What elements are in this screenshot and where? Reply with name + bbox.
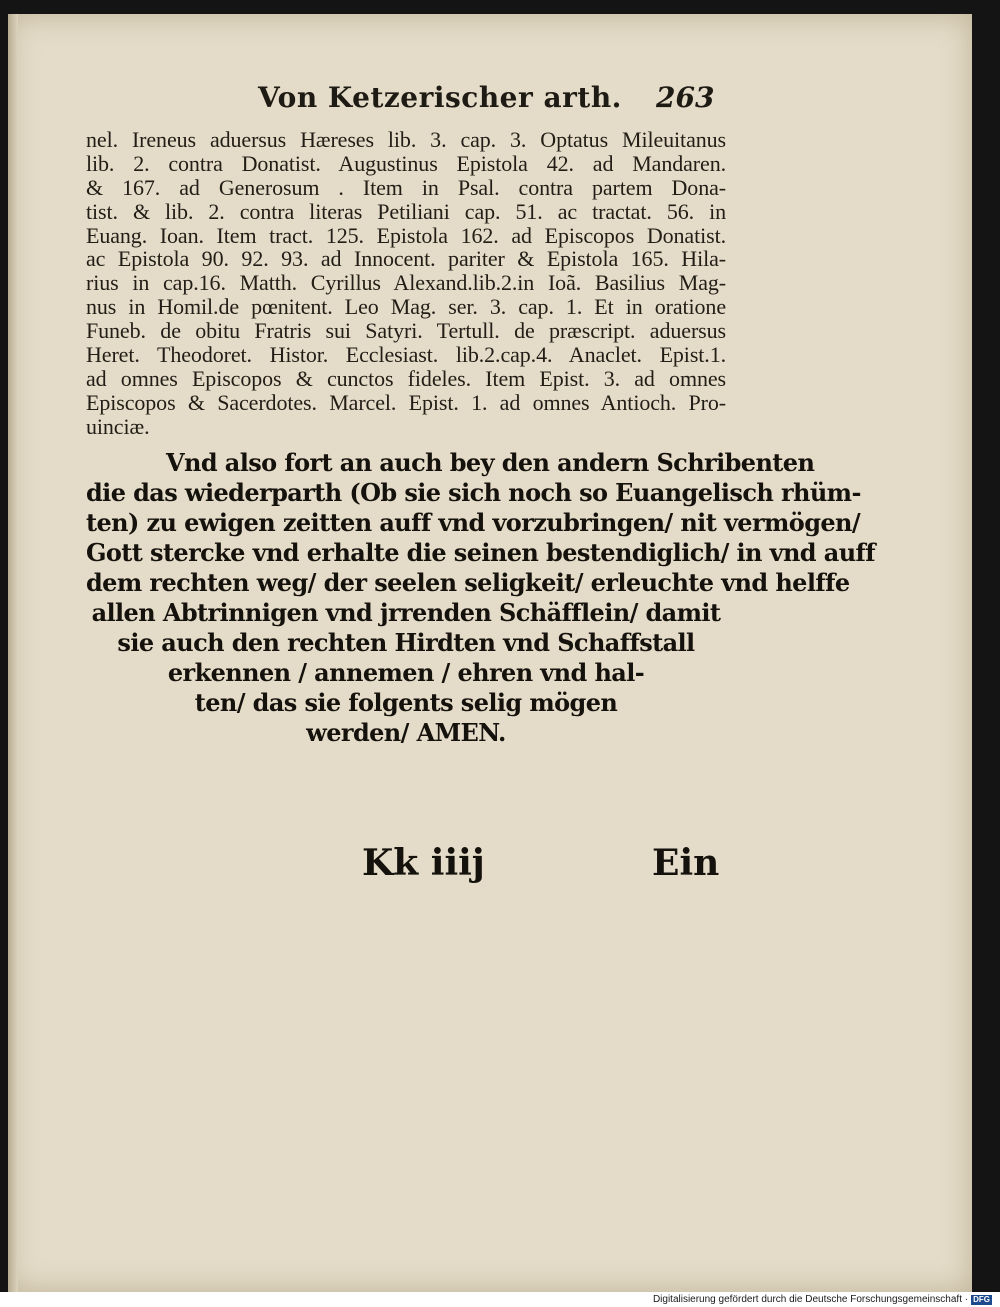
latin-line: ad omnes Episcopos & cunctos fideles. Item Epist. 3. ad omnes [86, 365, 726, 391]
german-line: ten) zu ewigen zeitten auff vnd vorzubringen/ nit vermögen/ [86, 508, 861, 537]
digitization-credit [653, 1292, 992, 1307]
dfg-logo: DFG [973, 1294, 990, 1304]
latin-line: Episcopos & Sacerdotes. Marcel. Epist. 1. ad omnes Antioch. Pro- [86, 389, 726, 415]
catchword: Ein [652, 842, 720, 884]
signature-mark: Kk iiij [362, 842, 485, 884]
german-line: Gott stercke vnd erhalte die seinen bestendiglich/ in vnd auff [86, 538, 875, 567]
running-head: Von Ketzerischer arth. [258, 81, 622, 114]
german-line: werden/ AMEN. [306, 718, 506, 747]
latin-line: & 167. ad Generosum . Item in Psal. contra partem Dona- [86, 174, 726, 200]
latin-line: rius in cap.16. Matth. Cyrillus Alexand.lib.2.in Ioã. Basilius Mag- [86, 270, 726, 296]
german-closing-text [86, 448, 875, 748]
german-line: erkennen / annemen / ehren vnd hal- [167, 658, 645, 687]
german-line: dem rechten weg/ der seelen seligkeit/ erleuchte vnd helffe [86, 568, 850, 597]
latin-line: Euang. Ioan. Item tract. 125. Epistola 162. ad Episcopos Donatist. [86, 222, 726, 248]
latin-line: nus in Homil.de pœnitent. Leo Mag. ser. 3. cap. 1. Et in oratione [86, 294, 726, 320]
latin-line: ac Epistola 90. 92. 93. ad Innocent. pariter & Epistola 165. Hila- [86, 246, 726, 272]
page-number: 263 [656, 81, 715, 114]
credit-text: Digitalisierung gefördert durch die Deutsche Forschungsgemeinschaft · [652, 1294, 969, 1305]
latin-line: Heret. Theodoret. Histor. Ecclesiast. lib.2.cap.4. Anaclet. Epist.1. [86, 342, 726, 368]
latin-line: lib. 2. contra Donatist. Augustinus Epistola 42. ad Mandaren. [86, 150, 726, 176]
german-line: ten/ das sie folgents selig mögen [194, 688, 618, 717]
latin-line: tist. & lib. 2. contra literas Petiliani cap. 51. ac tractat. 56. in [86, 198, 726, 224]
german-line: Vnd also fort an auch bey den andern Schribenten [166, 448, 815, 477]
page-gutter-edge [8, 14, 18, 1292]
latin-references-block [86, 128, 726, 439]
latin-line: uinciæ. [86, 413, 150, 439]
latin-line: nel. Ireneus aduersus Hæreses lib. 3. cap. 3. Optatus Mileuitanus [86, 127, 726, 152]
latin-line: Funeb. de obitu Fratris sui Satyri. Tertull. de præscript. aduersus [86, 318, 726, 344]
german-line: die das wiederparth (Ob sie sich noch so Euangelisch rhüm- [86, 478, 861, 507]
german-line: allen Abtrinnigen vnd jrrenden Schäfflein/ damit [91, 598, 721, 627]
german-line: sie auch den rechten Hirdten vnd Schaffstall [117, 628, 695, 657]
